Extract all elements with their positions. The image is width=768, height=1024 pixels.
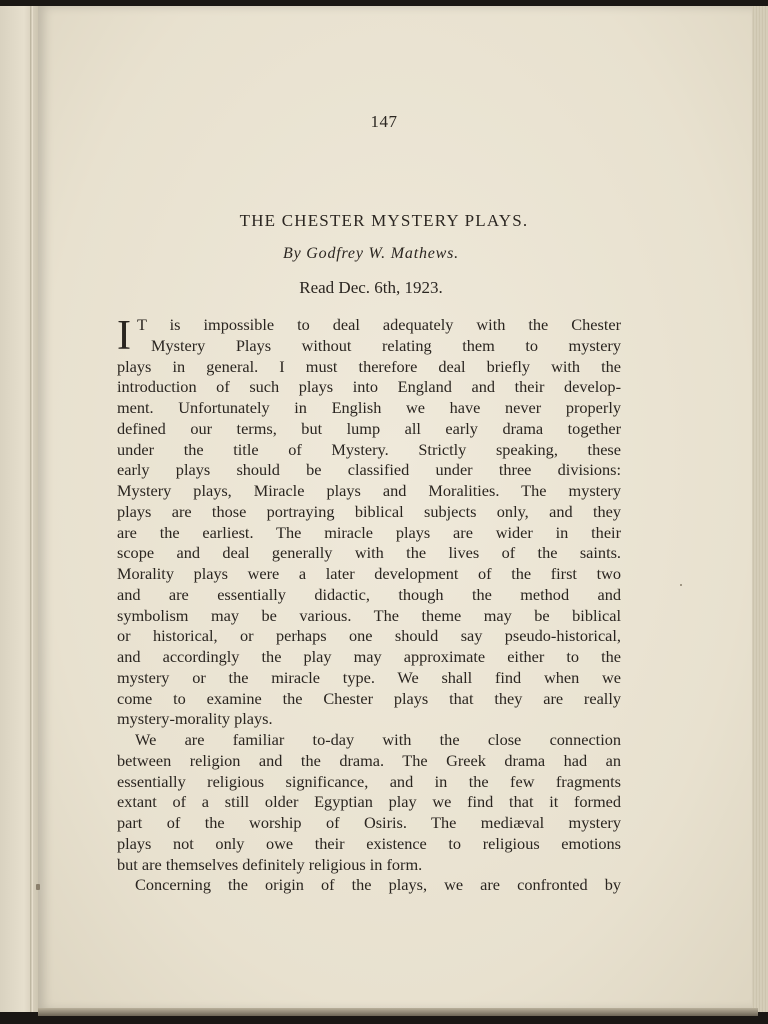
text-line: come to examine the Chester plays that they are really	[117, 688, 621, 708]
text-line: ment. Unfortunately in English we have never properly	[117, 398, 621, 417]
text-line: under the title of Mystery. Strictly speaking, these	[117, 439, 621, 459]
text-line: We are familiar to-day with the close connection	[135, 730, 621, 749]
text-line: Mystery plays, Miracle plays and Moralities. The mystery	[117, 481, 621, 500]
page-bottom-edge	[38, 1008, 758, 1016]
text-line: are the earliest. The miracle plays are wider in their	[117, 522, 621, 542]
paper-speck	[36, 884, 40, 890]
text-line: early plays should be classified under three divisions:	[117, 460, 621, 480]
text-line: or historical, or perhaps one should say pseudo-historical,	[117, 626, 621, 646]
facing-page-edge	[0, 6, 41, 1012]
page-stack-edge	[752, 6, 768, 1012]
text-line: plays not only owe their existence to religious emotions	[117, 833, 621, 853]
drop-cap: I	[117, 313, 131, 359]
paper-speck	[680, 584, 682, 586]
text-line: symbolism may be various. The theme may be biblical	[117, 605, 621, 625]
read-date: Read Dec. 6th, 1923.	[299, 278, 443, 297]
text-line: mystery or the miracle type. We shall find when we	[117, 667, 621, 687]
text-line: mystery-morality plays.	[117, 709, 273, 729]
text-line: T is impossible to deal adequately with the Chester	[137, 315, 621, 334]
text-line: but are themselves definitely religious in form.	[117, 854, 423, 874]
text-line: plays are those portraying biblical subjects only, and they	[117, 501, 621, 521]
text-line: introduction of such plays into England and their develop-	[117, 377, 621, 397]
text-line: plays in general. I must therefore deal briefly with the	[117, 356, 621, 376]
text-line: between religion and the drama. The Greek drama had an	[117, 750, 621, 770]
text-line: and are essentially didactic, though the method and	[117, 584, 621, 604]
article-body	[117, 315, 621, 896]
text-line: scope and deal generally with the lives of the saints.	[117, 543, 621, 563]
book-gutter	[30, 6, 33, 1012]
text-line: defined our terms, but lump all early drama together	[117, 418, 621, 438]
text-line: and accordingly the play may approximate either to the	[117, 647, 621, 666]
text-line: essentially religious significance, and in the few fragments	[117, 771, 621, 791]
text-line: Mystery Plays without relating them to mystery	[151, 335, 621, 355]
page-number: 147	[370, 112, 398, 131]
text-line: part of the worship of Osiris. The mediæval mystery	[117, 813, 621, 832]
text-line: extant of a still older Egyptian play we find that it formed	[117, 792, 621, 812]
text-line: Concerning the origin of the plays, we are confronted by	[135, 875, 621, 895]
text-line: Morality plays were a later development of the first two	[117, 564, 621, 583]
article-author: By Godfrey W. Mathews.	[283, 245, 459, 262]
article-title: THE CHESTER MYSTERY PLAYS.	[239, 211, 529, 230]
